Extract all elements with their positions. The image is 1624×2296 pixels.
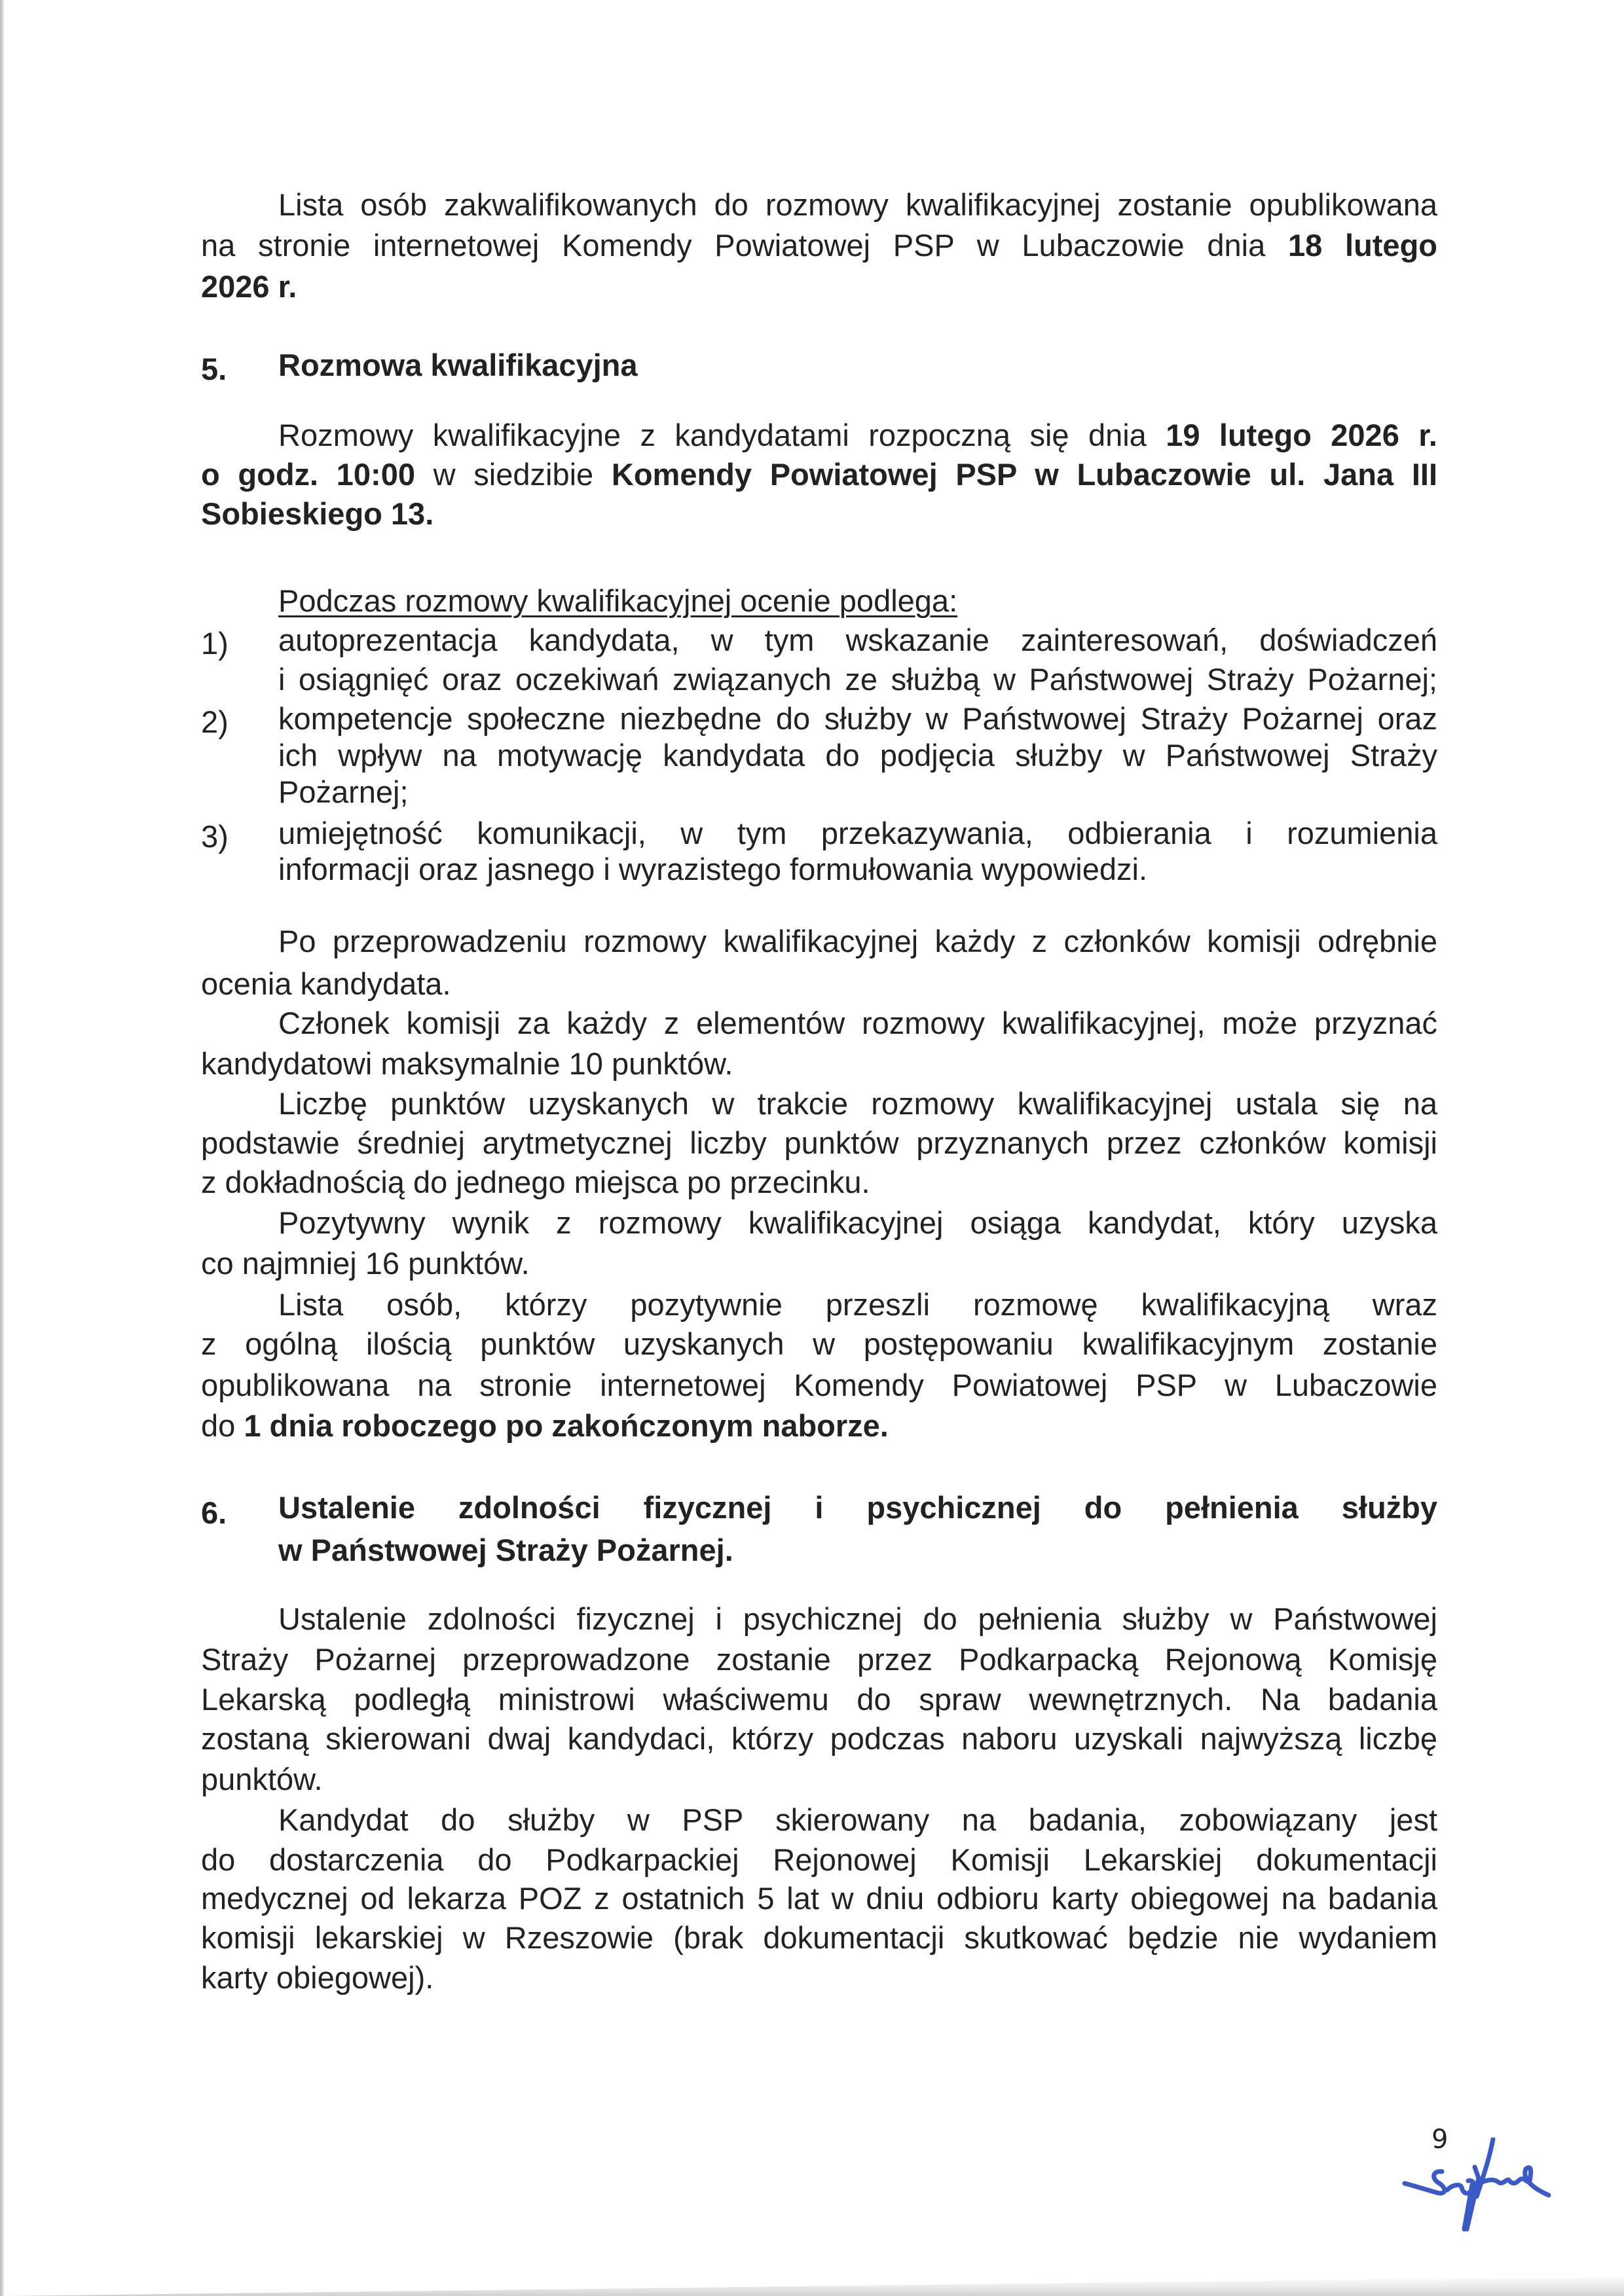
s5-p6-text: do: [201, 1408, 244, 1443]
criteria-heading-text: Podczas rozmowy kwalifikacyjnej ocenie podlega:: [278, 583, 958, 618]
s5-para1-line2: [201, 456, 1437, 493]
s5-p1-date: 19 lutego 2026 r.: [1166, 418, 1437, 452]
s6-p2-line1: Kandydat do służby w PSP skierowany na badania, zobowiązany jest: [278, 1802, 1437, 1837]
intro-text: na stronie internetowej Komendy Powiatowej PSP w Lubaczowie dnia: [201, 228, 1288, 263]
s5-p3-line2: kandydatowi maksymalnie 10 punktów.: [201, 1046, 733, 1081]
s6-p2-line4: komisji lekarskiej w Rzeszowie (brak dokumentacji skutkować będzie nie wydaniem: [201, 1920, 1437, 1955]
s5-p2-line1: Po przeprowadzeniu rozmowy kwalifikacyjnej każdy z członków komisji odrębnie: [278, 924, 1437, 958]
s5-p6-line1: Lista osób, którzy pozytywnie przeszli rozmowę kwalifikacyjną wraz: [278, 1287, 1437, 1322]
criterion-2-number: 2): [201, 704, 229, 739]
handwritten-signature-icon: [1401, 2138, 1552, 2236]
section6-title-line2: w Państwowej Straży Pożarnej.: [278, 1533, 733, 1567]
s5-p1-text2: w siedzibie: [415, 457, 612, 492]
s5-p1-time: o godz. 10:00: [201, 457, 415, 492]
criterion-3-number: 3): [201, 819, 229, 854]
s6-p1-line1: Ustalenie zdolności fizycznej i psychicznej do pełnienia służby w Państwowej: [278, 1601, 1437, 1636]
s5-para1-line3: [201, 496, 1437, 532]
s5-p4-line3: z dokładnością do jednego miejsca po przecinku.: [201, 1165, 870, 1199]
s5-para1-line1: [201, 417, 1437, 454]
criterion-1-number: 1): [201, 626, 229, 661]
s5-p6-line2: z ogólną ilością punktów uzyskanych w postępowaniu kwalifikacyjnym zostanie: [201, 1326, 1437, 1361]
s5-p4-line2: podstawie średniej arytmetycznej liczby punktów przyznanych przez członków komisji: [201, 1125, 1437, 1160]
s5-p1-location: Komendy Powiatowej PSP w Lubaczowie ul. Jana III: [611, 457, 1437, 492]
criterion-1-line2: i osiągnięć oraz oczekiwań związanych ze służbą w Państwowej Straży Pożarnej;: [278, 662, 1437, 697]
s5-p1-text: Rozmowy kwalifikacyjne z kandydatami rozpoczną się dnia: [278, 418, 1166, 452]
s5-p5-line1: Pozytywny wynik z rozmowy kwalifikacyjnej osiąga kandydat, który uzyska: [278, 1205, 1437, 1240]
s6-p1-line2: Straży Pożarnej przeprowadzone zostanie przez Podkarpacką Rejonową Komisję: [201, 1642, 1437, 1677]
intro-date-bold: 18 lutego: [1287, 228, 1437, 263]
s6-p1-line3: Lekarską podległą ministrowi właściwemu do spraw wewnętrznych. Na badania: [201, 1682, 1437, 1717]
criterion-3-line1: umiejętność komunikacji, w tym przekazywania, odbierania i rozumienia: [278, 816, 1437, 850]
section5-title: Rozmowa kwalifikacyjna: [278, 348, 638, 382]
page-number: 9: [1431, 2124, 1449, 2155]
section6-title-line1: Ustalenie zdolności fizycznej i psychicznej do pełnienia służby: [278, 1490, 1437, 1525]
s5-p1-address: Sobieskiego 13.: [201, 496, 434, 531]
intro-line-3: [201, 268, 1437, 305]
s5-p6-deadline: 1 dnia roboczego po zakończonym naborze.: [244, 1408, 889, 1443]
s5-p6-line4: [201, 1408, 1437, 1444]
intro-year-bold: 2026 r.: [201, 269, 297, 304]
criterion-2-line3: Pożarnej;: [278, 774, 409, 809]
s6-p2-line5: karty obiegowej).: [201, 1960, 434, 1995]
criteria-heading: [278, 583, 1437, 619]
scan-edge-bottom: [0, 2276, 1624, 2296]
s6-p2-line2: do dostarczenia do Podkarpackiej Rejonowej Komisji Lekarskiej dokumentacji: [201, 1842, 1437, 1877]
section5-number: 5.: [201, 352, 227, 386]
s5-p3-line1: Członek komisji za każdy z elementów rozmowy kwalifikacyjnej, może przyznać: [278, 1006, 1437, 1040]
criterion-2-line2: ich wpływ na motywację kandydata do podjęcia służby w Państwowej Straży: [278, 738, 1437, 773]
intro-line-2: [201, 227, 1437, 264]
criterion-2-line1: kompetencje społeczne niezbędne do służby w Państwowej Straży Pożarnej oraz: [278, 701, 1437, 736]
s5-p5-line2: co najmniej 16 punktów.: [201, 1246, 530, 1281]
s5-p4-line1: Liczbę punktów uzyskanych w trakcie rozmowy kwalifikacyjnej ustala się na: [278, 1086, 1437, 1121]
s5-p6-line3: opublikowana na stronie internetowej Komendy Powiatowej PSP w Lubaczowie: [201, 1368, 1437, 1402]
intro-line-1: Lista osób zakwalifikowanych do rozmowy kwalifikacyjnej zostanie opublikowana: [278, 187, 1437, 222]
s6-p1-line4: zostaną skierowani dwaj kandydaci, którzy podczas naboru uzyskali najwyższą liczbę: [201, 1721, 1437, 1756]
scan-edge-left: [0, 0, 5, 2296]
s6-p1-line5: punktów.: [201, 1762, 323, 1796]
criterion-1-line1: autoprezentacja kandydata, w tym wskazanie zainteresowań, doświadczeń: [278, 623, 1437, 657]
s6-p2-line3: medycznej od lekarza POZ z ostatnich 5 lat w dniu odbioru karty obiegowej na badania: [201, 1881, 1437, 1916]
criterion-3-line2: informacji oraz jasnego i wyrazistego formułowania wypowiedzi.: [278, 852, 1148, 886]
section6-number: 6.: [201, 1495, 227, 1530]
s5-p2-line2: ocenia kandydata.: [201, 966, 451, 1001]
